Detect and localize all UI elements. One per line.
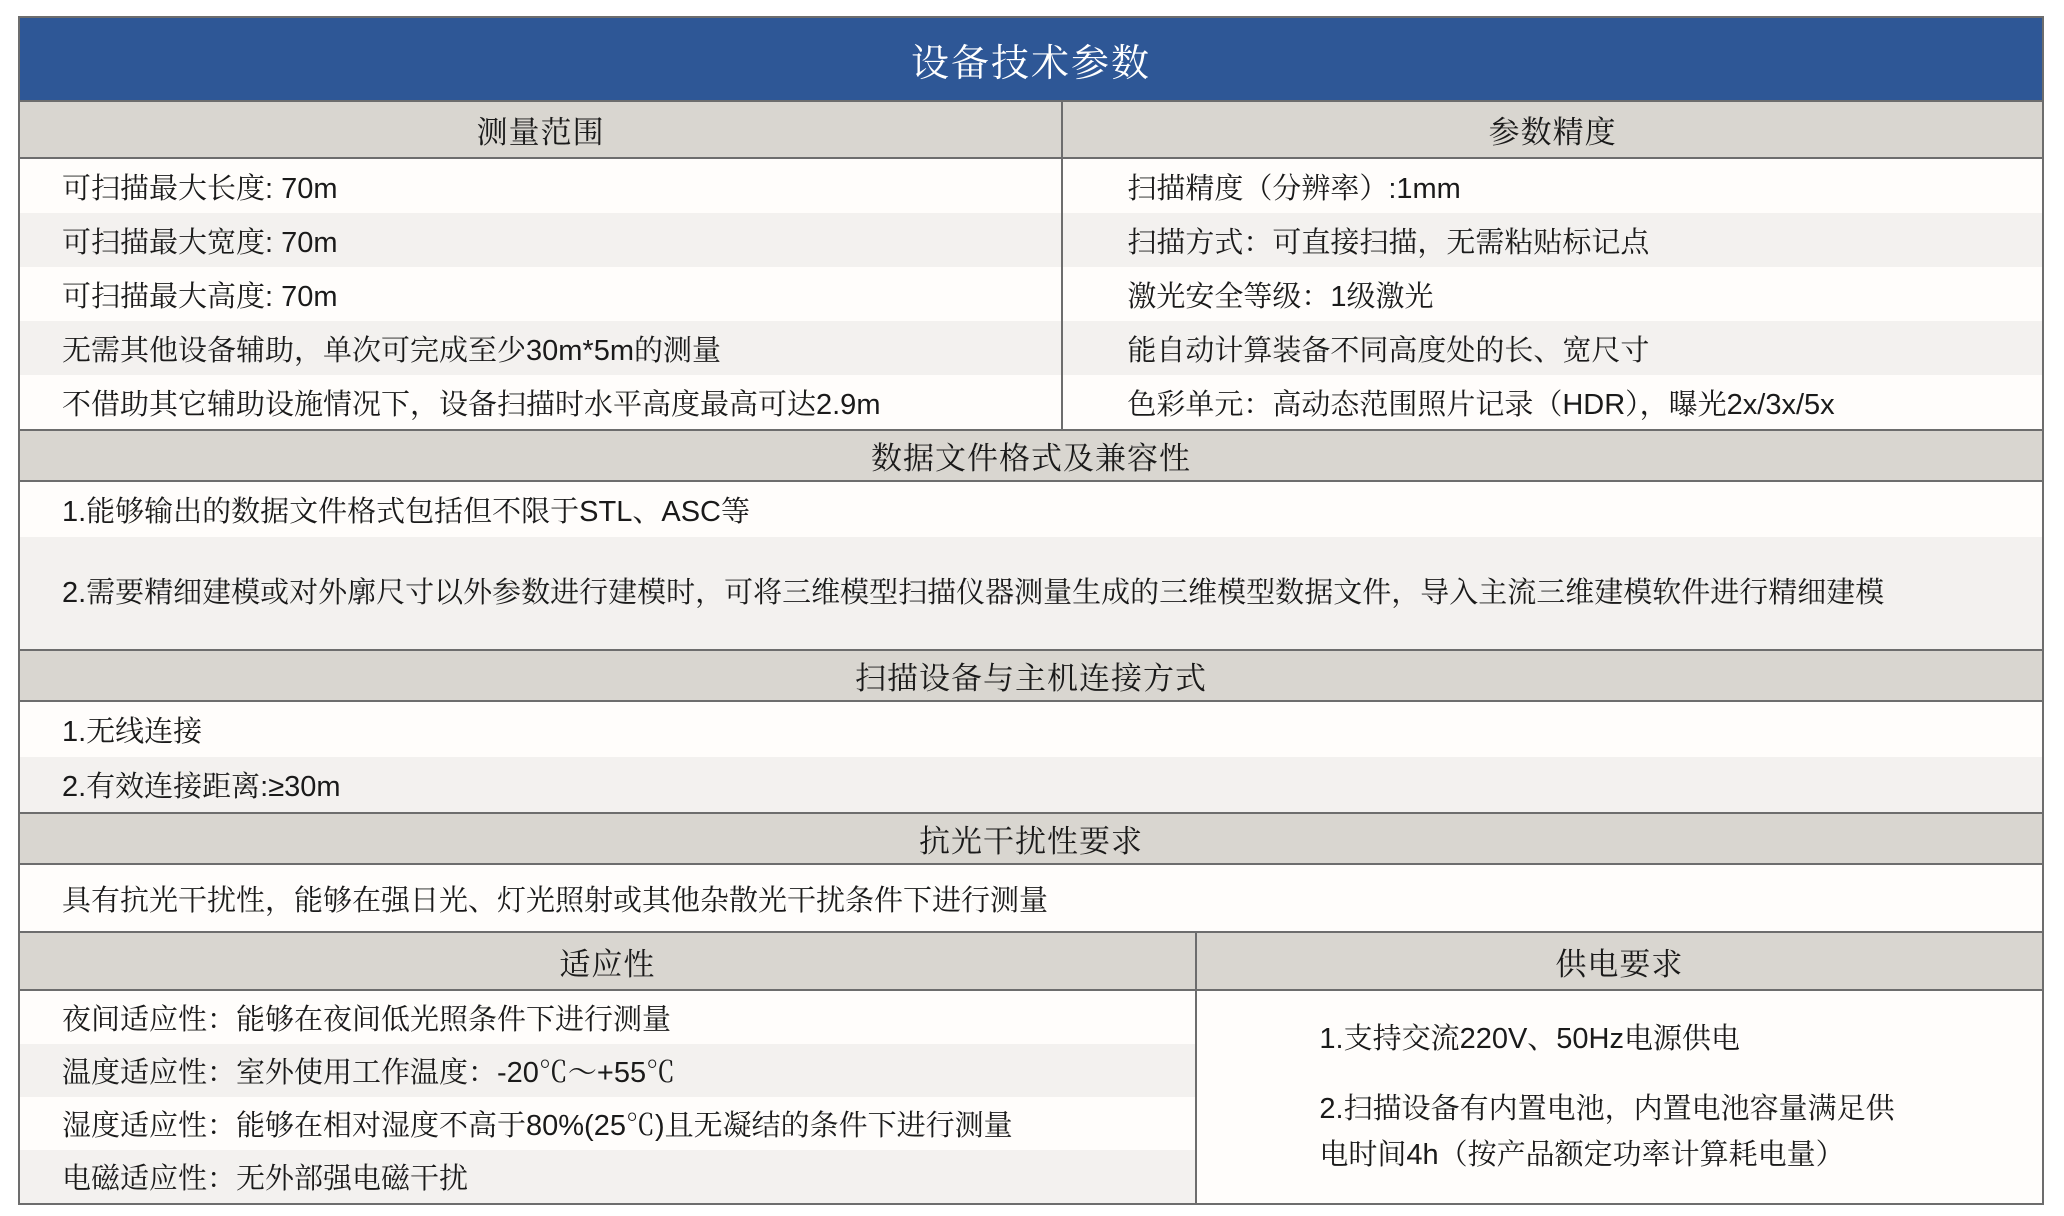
power-supply-item: 1.支持交流220V、50Hz电源供电 bbox=[1319, 1023, 1741, 1055]
cell-adaptability: 温度适应性：室外使用工作温度：-20℃～+55℃ bbox=[20, 1044, 1195, 1097]
cell-parameter-precision: 扫描方式：可直接扫描，无需粘贴标记点 bbox=[1127, 226, 1650, 259]
section-header-data-format: 数据文件格式及兼容性 bbox=[20, 429, 2042, 482]
header-power-supply: 供电要求 bbox=[1555, 946, 1684, 982]
top-column-header-row bbox=[20, 102, 2042, 159]
table-row bbox=[20, 537, 2042, 649]
table-row bbox=[20, 375, 2042, 429]
header-measurement-range: 测量范围 bbox=[20, 102, 1063, 157]
cell-measurement-range: 无需其他设备辅助，单次可完成至少30m*5m的测量 bbox=[20, 321, 1063, 375]
cell-parameter-precision: 能自动计算装备不同高度处的长、宽尺寸 bbox=[1127, 334, 1650, 367]
header-parameter-precision: 参数精度 bbox=[1488, 115, 1617, 150]
cell-measurement-range: 可扫描最大高度: 70m bbox=[20, 267, 1063, 321]
table-row bbox=[20, 865, 2042, 931]
cell-connection: 1.无线连接 bbox=[62, 716, 203, 748]
cell-data-format: 2.需要精细建模或对外廓尺寸以外参数进行建模时，可将三维模型扫描仪器测量生成的三维模型数据文件，导入主流三维建模软件进行精细建模 bbox=[62, 577, 1885, 609]
table-row bbox=[20, 321, 2042, 375]
section-header-light-interference: 抗光干扰性要求 bbox=[20, 812, 2042, 865]
table-row bbox=[20, 757, 2042, 812]
header-adaptability: 适应性 bbox=[20, 933, 1197, 989]
section-header-connection: 扫描设备与主机连接方式 bbox=[20, 649, 2042, 702]
table-row bbox=[20, 482, 2042, 537]
table-row bbox=[20, 702, 2042, 757]
cell-parameter-precision: 色彩单元：高动态范围照片记录（HDR），曝光2x/3x/5x bbox=[1127, 388, 1835, 421]
cell-measurement-range: 可扫描最大长度: 70m bbox=[20, 159, 1063, 213]
power-supply-item: 2.扫描设备有内置电池，内置电池容量满足供电时间4h（按产品额定功率计算耗电量） bbox=[1319, 1093, 1895, 1171]
power-supply-cell bbox=[1197, 991, 2042, 1203]
bottom-section bbox=[20, 991, 2042, 1203]
cell-measurement-range: 可扫描最大宽度: 70m bbox=[20, 213, 1063, 267]
cell-data-format: 1.能够输出的数据文件格式包括但不限于STL、ASC等 bbox=[62, 496, 751, 528]
cell-adaptability: 湿度适应性：能够在相对湿度不高于80%(25℃)且无凝结的条件下进行测量 bbox=[20, 1097, 1195, 1150]
cell-parameter-precision: 扫描精度（分辨率）:1mm bbox=[1127, 172, 1461, 205]
cell-parameter-precision: 激光安全等级：1级激光 bbox=[1127, 280, 1434, 313]
cell-adaptability: 夜间适应性：能够在夜间低光照条件下进行测量 bbox=[20, 991, 1195, 1044]
page-title: 设备技术参数 bbox=[20, 18, 2042, 102]
table-row bbox=[20, 159, 2042, 213]
spec-table bbox=[18, 16, 2044, 1205]
cell-measurement-range: 不借助其它辅助设施情况下，设备扫描时水平高度最高可达2.9m bbox=[20, 375, 1063, 429]
table-row bbox=[20, 213, 2042, 267]
cell-light-interference: 具有抗光干扰性，能够在强日光、灯光照射或其他杂散光干扰条件下进行测量 bbox=[62, 884, 1049, 917]
table-row bbox=[20, 267, 2042, 321]
adaptability-column bbox=[20, 991, 1197, 1203]
bottom-column-header-row bbox=[20, 931, 2042, 991]
cell-adaptability: 电磁适应性：无外部强电磁干扰 bbox=[20, 1150, 1195, 1203]
cell-connection: 2.有效连接距离:≥30m bbox=[62, 771, 341, 803]
